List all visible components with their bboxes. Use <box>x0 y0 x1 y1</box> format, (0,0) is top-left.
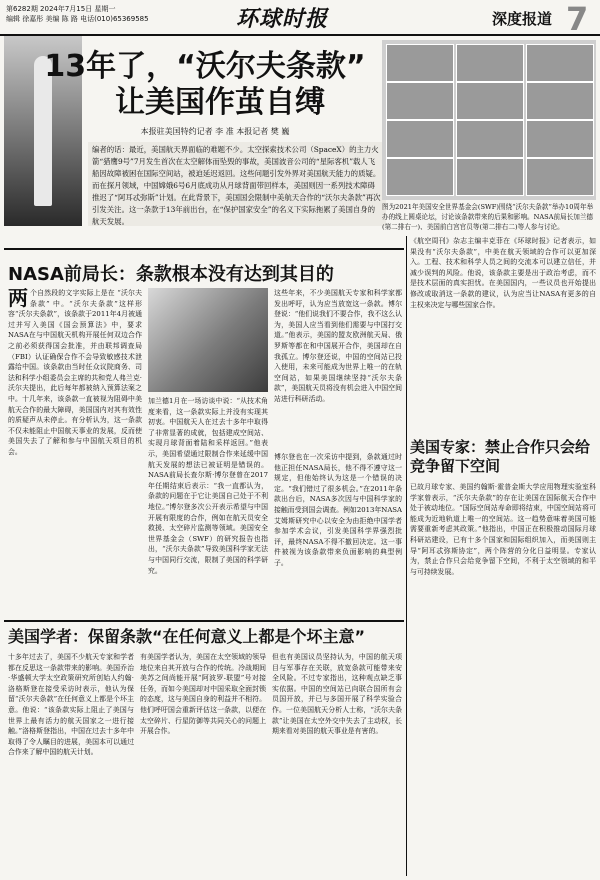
editor-note: 编者的话：最近，美国航天界面临的难题不少。太空探索技术公司（SpaceX）的主力火箭“猎鹰9号”7月发生首次在太空解体而坠毁的事故，美国波音公司的“星际客机”载人飞船因故障被困在国际空间站，被迫延迟返回。这些问题引发外界对美国航天能力的质疑。而在探月领域，中国嫦娥6号6月底成功从月球背面带回样本，美国则因一系列技术障碍推迟了“阿耳忒弥斯”计划。在此背景下，美国国会限制中美航天合作的“沃尔夫条款”再次引发关注。这一条款于13年前出台，在“保护国家安全”的名义下实际拖累了美国自身的航天发展。 <box>88 142 386 226</box>
main-headline-line2: 让美国作茧自缚 <box>115 85 325 120</box>
article1-text-1: 个自然段的文字实际上是在 “沃尔夫条款” 中。“沃尔夫条款”这样形容“沃尔夫条款”，该条款于2011年4月被通过并写入美国《国会预算法》中，要求NASA在与中国航天机构开展任何双边合作之前必须获得国会批准，并由联邦调查局（FBI）认证确保合作不会导致敏感技术泄露给中国。该条款由当时任众议院商务、司法和科学小组委员会主席的共和党人弗兰克·沃尔夫提出，此后每年都被纳入预算法案之中。十几年来，该条款一直被视为阻碍中美航天合作的最大障碍，美国国内对其有效性的质疑声从未停止。有分析认为，这一条款不仅未能阻止中国航天事业的发展，反而使美国失去了了解和参与中国航天项目的机会。 <box>8 289 142 456</box>
video-conference-photo <box>382 40 596 200</box>
portrait-photo <box>148 288 268 392</box>
dropcap: 两 <box>8 288 28 310</box>
article3-text-3: 但也有美国议员坚持认为，中国的航天项目与军事存在关联，放宽条款可能带来安全风险。不过专家指出，这种观点缺乏事实依据。中国的空间站已向联合国所有会员国开放，并已与多国开展了科学实验合作。一位美国航天分析人士称，“沃尔夫条款”让美国在太空外交中失去了主动权，长期来看对美国的航天事业是有害的。 <box>272 653 402 736</box>
participant-tile <box>386 82 454 120</box>
staff-line: 编辑 徐嘉彤 美编 陈 路 电话(010)65369585 <box>6 15 149 23</box>
main-headline-line1: 13年了，“沃尔夫条款” <box>44 49 366 84</box>
participant-tile <box>456 44 524 82</box>
participant-tile <box>386 120 454 158</box>
divider <box>4 620 404 622</box>
page-number: 7 <box>566 0 589 38</box>
article3-headline: 美国学者：保留条款“在任何意义上都是个坏主意” <box>8 627 366 646</box>
column-divider <box>406 236 407 876</box>
article3-text-1: 十多年过去了，美国不少航天专家和学者都在反思这一条款带来的影响。美国乔治·华盛顿大学太空政策研究所创始人约翰·洛格斯登在接受采访时表示，他认为保留“沃尔夫条款”在任何意义上都是个坏主意。他说：“该条款实际上阻止了美国与世界上最有活力的航天国家之一进行接触。”洛格斯登指出，中国在过去十多年中取得了令人瞩目的进展，美国本可以通过合作来了解中国的航天计划。 <box>8 653 134 757</box>
article2-text-bottom: 已故月球专家、美国约翰斯·霍普金斯大学应用物理实验室科学家曾表示，“沃尔夫条款”的存在让美国在国际航天合作中处于被动地位。“国际空间站寿命即将结束，中国空间站将可能成为近地轨道上唯一的空间站。这一趋势意味着美国可能需要重新考虑其政策。”他指出，中国正在积极推动国际月球科研站建设，已有十多个国家和国际组织加入，而美国则主导“阿耳忒弥斯协定”，两个阵营的分化日益明显。专家认为，禁止合作只会给竞争留下空间，不利于太空领域的和平与可持续发展。 <box>410 483 596 576</box>
participant-tile <box>456 120 524 158</box>
article1-headline: NASA前局长：条款根本没有达到其目的 <box>8 264 334 285</box>
participant-tile <box>386 158 454 196</box>
photo-caption: 图为2021年美国安全世界基金会(SWF)围绕“沃尔夫条款”举办10周年举办的线上圆桌论坛，讨论该条款带来的后果和影响。NASA前局长加兰德(第二排右一)、美国前白宫官员等(第二排右二)等人参与讨论。 <box>382 203 594 231</box>
masthead <box>0 0 600 36</box>
participant-tile <box>526 44 594 82</box>
article3-text-2: 有美国学者认为，美国在太空领域的领导地位来自其开放与合作的传统。冷战期间美苏之间尚能开展“阿波罗-联盟”号对接任务，而如今美国却对中国采取全面封锁的态度，这与美国自身的利益并不相符。他们呼吁国会重新评估这一条款，以便在太空碎片、行星防御等共同关心的问题上开展合作。 <box>140 653 266 736</box>
participant-tile <box>526 120 594 158</box>
article1-text-3: 这些年来，不少美国航天专家和科学家都发出呼吁，认为应当放宽这一条款。博尔登说：“他们说我们不要合作，我不这么认为，美国人应当看到他们需要与中国打交道。”他表示，美国的盟友欧洲航天局、俄罗斯等都在和中国展开合作，美国却在自我孤立。博尔登还说，中国的空间站已投入使用，未来可能成为世界上唯一的在轨空间站，如果美国继续坚持“沃尔夫条款”，美国航天员将没有机会进入中国空间站进行科研活动。 <box>274 289 402 403</box>
article2-headline: 美国专家：禁止合作只会给竞争留下空间 <box>410 438 591 475</box>
participant-tile <box>526 158 594 196</box>
article1-text-2: 加兰德1月在一场访谈中说：“从技术角度来看，这一条款实际上并没有实现其初衷。中国航天人在过去十多年中取得了非常显著的成就，包括建成空间站、实现月球背面着陆和采样返回。”他表示，美国希望通过限制合作来延缓中国航天发展的想法已被证明是错误的。NASA前局长查尔斯·博尔登曾在2017年任期结束后表示：“我一直都认为，条款的问题在于它让美国自己处于不利地位。”博尔登多次公开表示希望与中国开展有限度的合作，例如在航天员安全救援、太空碎片监测等领域。美国安全世界基金会（SWF）的研究报告也指出，“沃尔夫条款”导致美国科学家无法与中国同行交流，限制了美国的科学研究。 <box>148 397 268 575</box>
article2-text-top: 《航空周刊》杂志主编丰克菲在《环球时报》记者表示，如果没有“沃尔夫条款”，中美在航天领域的合作可以更加深入。工程、技术和科学人员之间的交流本可以建立信任，并减少误判的风险。他说，该条款主要是出于政治考虑，而不是技术层面的真实担忧。在美国国内，一些议员也开始提出修改或取消这一条款的建议，认为应当让NASA有更多的自主权来决定与哪些国家合作。 <box>410 237 596 309</box>
section-title: 深度报道 <box>492 10 553 28</box>
divider <box>4 248 404 250</box>
byline: 本报驻美国特约记者 李 准 本报记者 樊 巍 <box>140 127 290 136</box>
newspaper-logo: 环球时报 <box>236 7 329 32</box>
article1-text-4: 博尔登也在一次采访中提到，条款通过时他正担任NASA局长，他不得不遵守这一规定，但他始终认为这是一个错误的决定。“我们错过了很多机会。”在2011年条款出台后，NASA多次因与中国科学家的接触而受到国会调查。例如2013年NASA艾姆斯研究中心以安全为由拒绝中国学者参加学术会议，引发美国科学界强烈批评，最终NASA不得不撤回决定。这一事件被视为该条款带来负面影响的典型例子。 <box>274 453 402 567</box>
participant-tile <box>456 82 524 120</box>
participant-tile <box>526 82 594 120</box>
article1-column-1 <box>8 288 142 618</box>
issue-info <box>6 4 149 24</box>
participant-tile <box>456 158 524 196</box>
issue-line: 第6282期 2024年7月15日 星期一 <box>6 5 116 13</box>
participant-tile <box>386 44 454 82</box>
